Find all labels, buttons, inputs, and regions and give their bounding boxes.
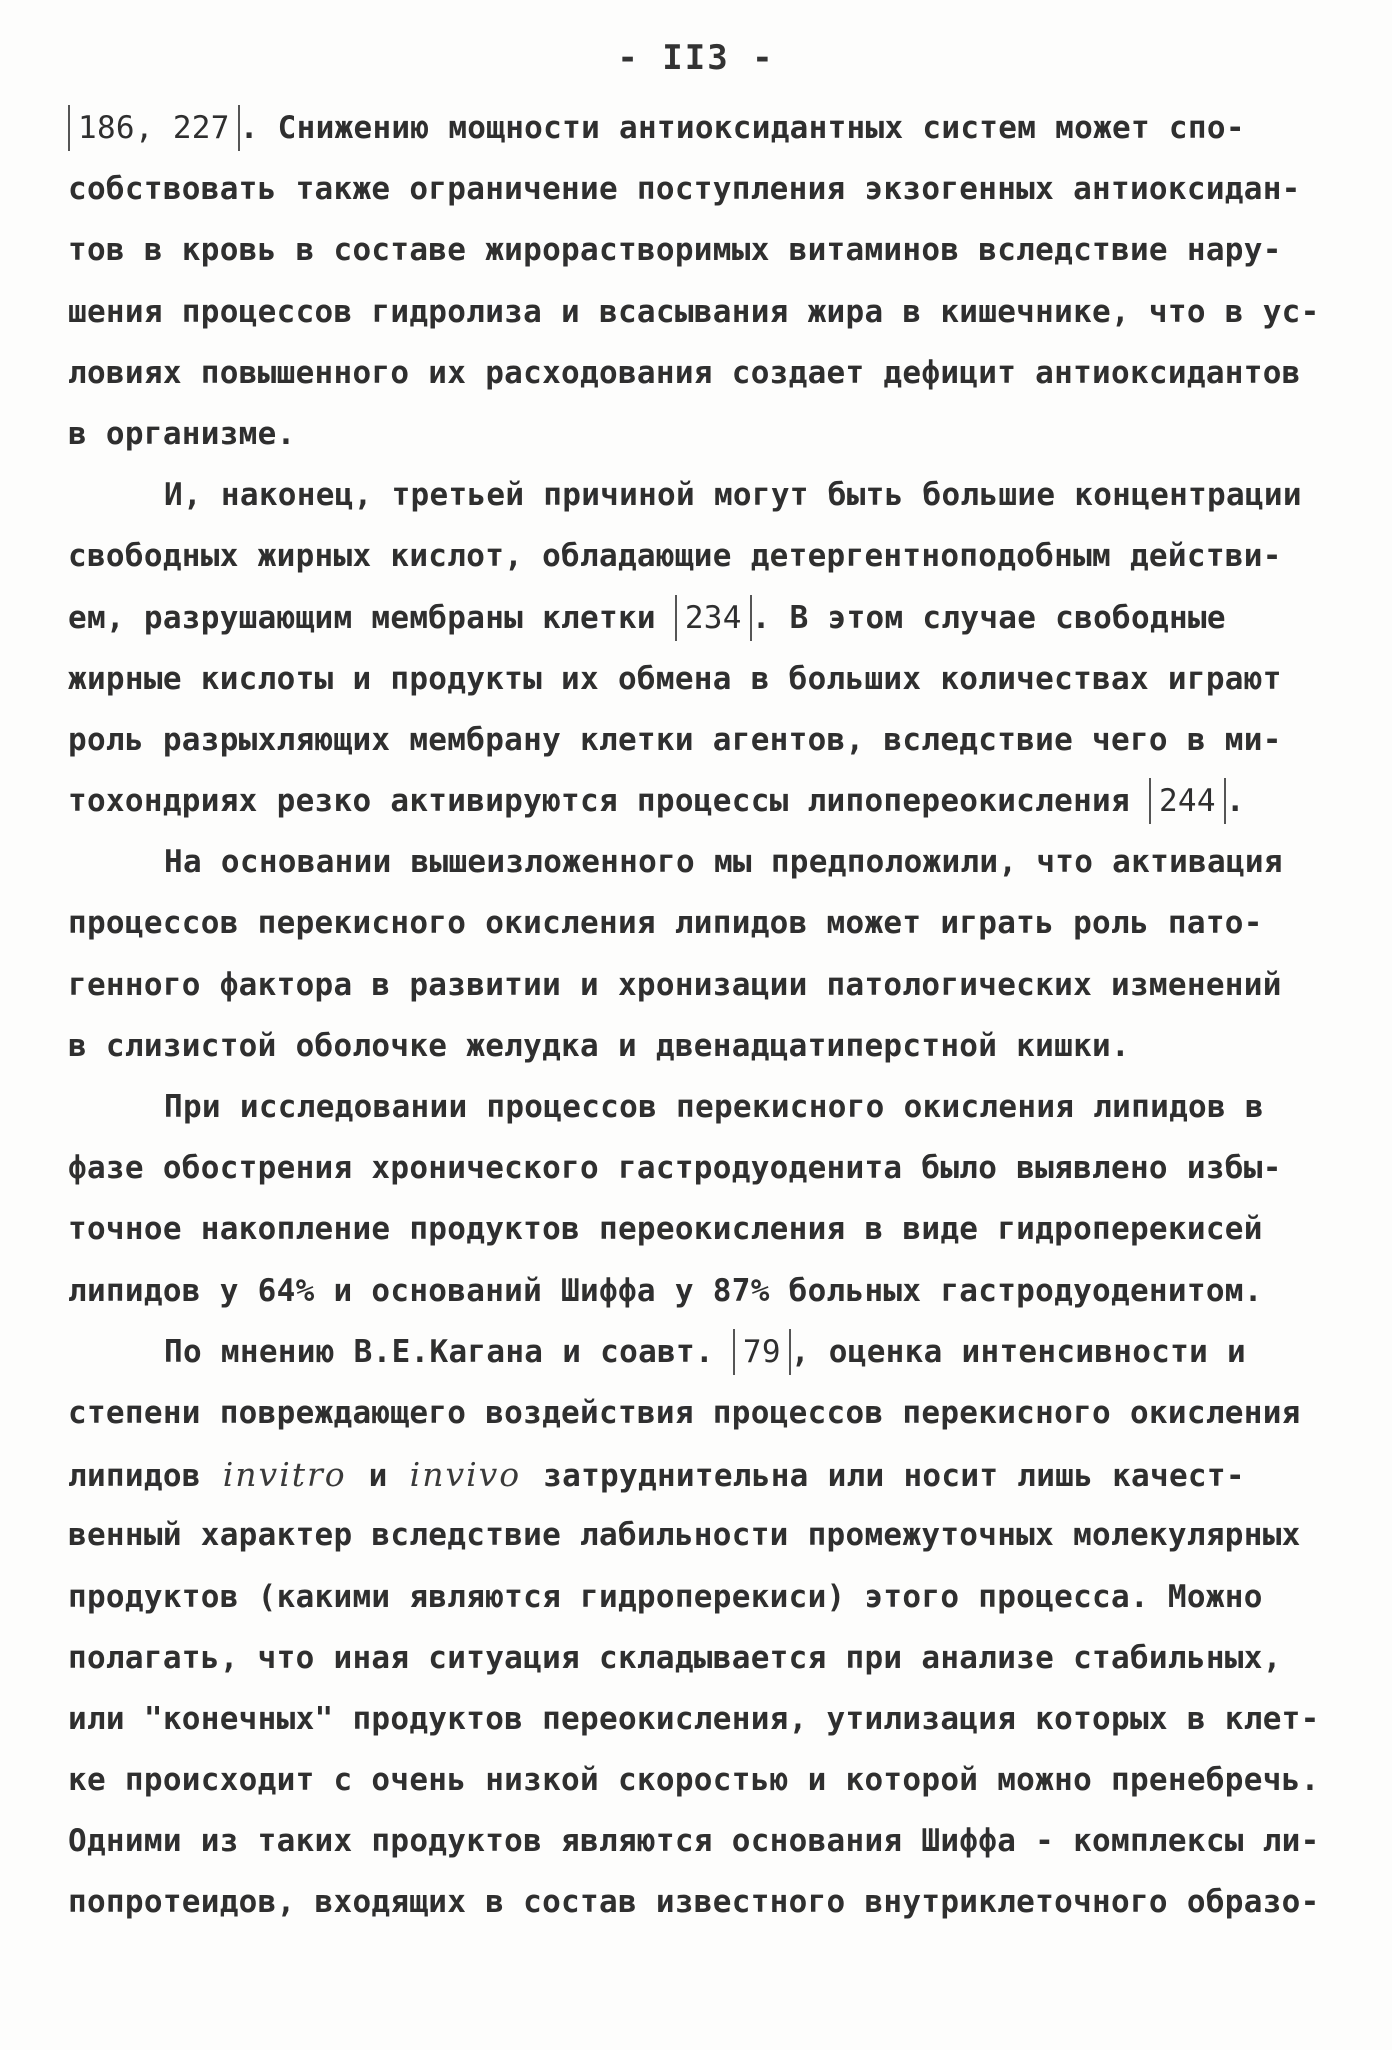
text-line <box>68 1505 1330 1566</box>
paragraph <box>68 832 1330 1077</box>
paragraph <box>68 1322 1330 1934</box>
text-line <box>68 1872 1330 1933</box>
text-segment: фазе обострения хронического гастродуоденита было выявлено избы- <box>68 1150 1282 1187</box>
text-segment: попротеидов, входящих в состав известного внутриклеточного образо- <box>68 1884 1320 1921</box>
text-segment: свободных жирных кислот, обладающие детергентноподобным действи- <box>68 538 1282 575</box>
text-line <box>68 1444 1330 1505</box>
text-line <box>68 710 1330 771</box>
text-segment: тохондриях резко активируются процессы липопереокисления <box>68 783 1149 820</box>
text-segment: . <box>1225 783 1245 820</box>
text-line <box>68 1016 1330 1077</box>
text-line <box>68 1689 1330 1750</box>
text-line <box>68 588 1330 649</box>
text-segment: собствовать также ограничение поступления экзогенных антиоксидан- <box>68 171 1301 208</box>
text-line <box>68 465 1330 526</box>
text-line <box>68 1383 1330 1444</box>
handwritten-term: invivo <box>409 1455 522 1495</box>
text-line <box>68 220 1330 281</box>
text-segment: шения процессов гидролиза и всасывания жира в кишечнике, что в ус- <box>68 293 1320 330</box>
text-segment: в слизистой оболочке желудка и двенадцатиперстной кишки. <box>68 1027 1130 1064</box>
text-line <box>68 1199 1330 1260</box>
text-line <box>68 893 1330 954</box>
text-segment: Одними из таких продуктов являются основания Шиффа - комплексы ли- <box>68 1823 1320 1860</box>
text-segment: и <box>368 1458 388 1495</box>
text-line <box>68 343 1330 404</box>
text-segment: При исследовании процессов перекисного окисления липидов в <box>164 1089 1264 1125</box>
text-line <box>68 1077 1330 1138</box>
text-segment: генного фактора в развитии и хронизации патологических изменений <box>68 966 1282 1003</box>
citation-reference: 234 <box>675 595 752 641</box>
text-segment: По мнению В.Е.Кагана и соавт. <box>164 1333 733 1370</box>
text-line <box>68 1811 1330 1872</box>
text-segment: процессов перекисного окисления липидов может играть роль пато- <box>68 905 1263 942</box>
text-line <box>68 1628 1330 1689</box>
text-segment: в организме. <box>68 415 296 452</box>
text-segment: продуктов (какими являются гидроперекиси) этого процесса. Можно <box>68 1578 1263 1615</box>
text-segment: степени повреждающего воздействия процессов перекисного окисления <box>68 1394 1301 1431</box>
text-segment: . В этом случае свободные <box>751 599 1226 636</box>
paragraph <box>68 465 1330 832</box>
body-text <box>68 98 1330 1934</box>
text-line <box>68 1138 1330 1199</box>
text-segment: И, наконец, третьей причиной могут быть большие концентрации <box>164 477 1302 514</box>
text-line <box>68 1322 1330 1383</box>
text-segment: ем, разрушающим мембраны клетки <box>68 599 675 636</box>
text-line <box>68 649 1330 710</box>
text-line <box>68 98 1330 159</box>
citation-reference: 79 <box>733 1329 791 1375</box>
text-segment: венный характер вследствие лабильности промежуточных молекулярных <box>68 1517 1301 1554</box>
text-line <box>68 955 1330 1016</box>
citation-reference: 186, 227 <box>68 105 240 151</box>
text-line <box>68 404 1330 465</box>
text-line <box>68 1567 1330 1628</box>
text-segment: роль разрыхляющих мембрану клетки агентов, вследствие чего в ми- <box>68 721 1282 758</box>
text-line <box>68 282 1330 343</box>
paragraph <box>68 1077 1330 1322</box>
page-number: - II3 - <box>617 38 775 78</box>
text-segment: жирные кислоты и продукты их обмена в больших количествах играют <box>68 660 1282 697</box>
text-segment: липидов у 64% и оснований Шиффа у 87% больных гастродуоденитом. <box>68 1272 1263 1309</box>
text-segment: липидов <box>68 1458 201 1495</box>
text-line <box>68 526 1330 587</box>
text-segment: На основании вышеизложенного мы предположили, что активация <box>164 844 1283 881</box>
text-line <box>68 159 1330 220</box>
text-segment: , оценка интенсивности и <box>790 1333 1246 1370</box>
text-segment: тов в кровь в составе жирорастворимых витаминов вследствие нару- <box>68 232 1282 269</box>
paragraph <box>68 98 1330 465</box>
text-segment: точное накопление продуктов переокисления в виде гидроперекисей <box>68 1211 1263 1248</box>
text-line <box>68 771 1330 832</box>
text-segment: полагать, что иная ситуация складывается при анализе стабильных, <box>68 1639 1282 1676</box>
text-segment: . Снижению мощности антиоксидантных систем может спо- <box>239 110 1245 146</box>
handwritten-term: invitro <box>222 1455 347 1495</box>
text-segment: ловиях повышенного их расходования создает дефицит антиоксидантов <box>68 354 1301 391</box>
text-line <box>68 832 1330 893</box>
citation-reference: 244 <box>1149 778 1226 824</box>
text-line <box>68 1261 1330 1322</box>
text-segment: затруднительна или носит лишь качест- <box>543 1458 1245 1495</box>
text-segment: ке происходит с очень низкой скоростью и которой можно пренебречь. <box>68 1762 1320 1799</box>
text-segment: или "конечных" продуктов переокисления, утилизация которых в клет- <box>68 1700 1320 1737</box>
text-line <box>68 1750 1330 1811</box>
